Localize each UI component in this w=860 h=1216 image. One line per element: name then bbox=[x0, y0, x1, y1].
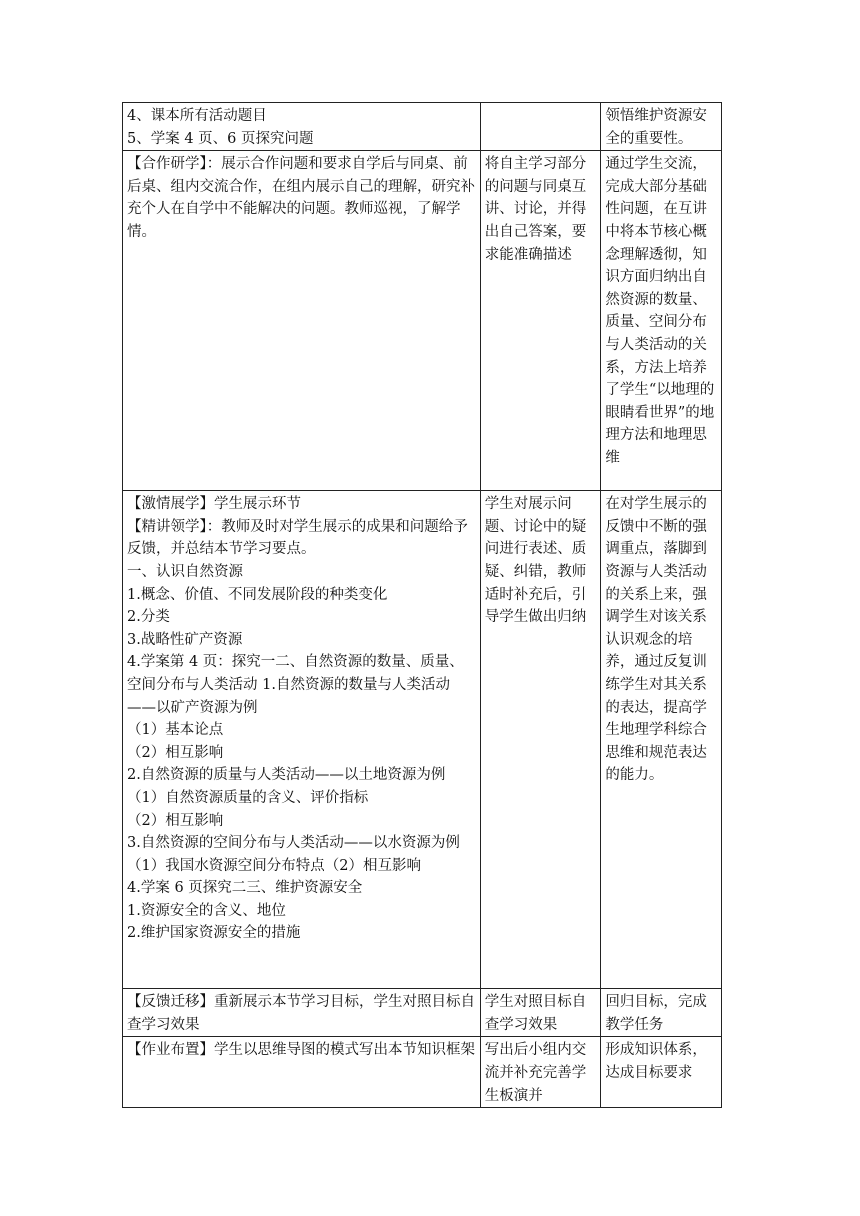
intent-text: 在对学生展示的反馈中不断的强调重点，落脚到资源与人类活动的关系上来，强调学生对该关系认识观念的培养，通过反复训练学生对其关系的表达，提高学生地理学科综合思维和规范表达的能力。 bbox=[605, 496, 707, 784]
student-text: 学生对照目标自查学习效果 bbox=[484, 994, 587, 1033]
intent-cell bbox=[601, 1037, 722, 1108]
student-cell bbox=[480, 151, 601, 491]
activity-line: 2.自然资源的质量与人类活动——以土地资源为例 bbox=[127, 767, 446, 784]
activity-line: （1）自然资源质量的含义、评价指标 bbox=[127, 789, 369, 806]
student-text: 学生对展示问题、讨论中的疑问进行表述、质疑、纠错，教师适时补充后，引导学生做出归纳 bbox=[484, 496, 587, 626]
intent-cell bbox=[601, 103, 722, 151]
activity-cell bbox=[123, 989, 481, 1037]
activity-line: （1）基本论点 bbox=[127, 722, 224, 739]
intent-cell bbox=[601, 491, 722, 989]
activity-line: 4、课本所有活动题目 bbox=[127, 108, 267, 124]
activity-line: 【激情展学】学生展示环节 bbox=[127, 496, 301, 513]
student-cell bbox=[480, 989, 601, 1037]
lesson-plan-table bbox=[122, 102, 722, 1108]
student-cell bbox=[480, 491, 601, 989]
activity-cell bbox=[123, 151, 481, 491]
intent-cell bbox=[601, 151, 722, 491]
activity-line: 4.学案 6 页探究二三、维护资源安全 bbox=[127, 880, 363, 897]
student-cell bbox=[480, 103, 601, 151]
student-cell bbox=[480, 1037, 601, 1108]
intent-text: 回归目标，完成教学任务 bbox=[605, 994, 707, 1033]
activity-line: 【合作研学】：展示合作问题和要求自学后与同桌、前后桌、组内交流合作，在组内展示自己的理解，研究补充个人在自学中不能解决的问题。教师巡视，了解学情。 bbox=[127, 156, 475, 240]
activity-line: 【作业布置】学生以思维导图的模式写出本节知识框架 bbox=[127, 1042, 475, 1059]
activity-line: 4.学案第 4 页：探究一二、自然资源的数量、质量、空间分布与人类活动 1.自然资源的数量与人类活动——以矿产资源为例 bbox=[127, 654, 464, 716]
activity-line: 2.分类 bbox=[127, 609, 170, 626]
activity-line: 【精讲领学】：教师及时对学生展示的成果和问题给予反馈，并总结本节学习要点。 bbox=[127, 518, 468, 558]
activity-line: 【反馈迁移】重新展示本节学习目标，学生对照目标自查学习效果 bbox=[127, 994, 475, 1033]
table-row bbox=[123, 151, 722, 491]
activity-line: 1.资源安全的含义、地位 bbox=[127, 902, 286, 919]
intent-cell bbox=[601, 989, 722, 1037]
activity-line: 一、认识自然资源 bbox=[127, 563, 243, 580]
intent-text: 领悟维护资源安全的重要性。 bbox=[605, 108, 707, 147]
activity-line: 2.维护国家资源安全的措施 bbox=[127, 925, 301, 942]
table-row bbox=[123, 491, 722, 989]
activity-line: 3.自然资源的空间分布与人类活动——以水资源为例（1）我国水资源空间分布特点（2）相互影响 bbox=[127, 835, 460, 874]
table-row bbox=[123, 1037, 722, 1108]
intent-text: 通过学生交流，完成大部分基础性问题，在互讲中将本节核心概念理解透彻，知识方面归纳出自然资源的数量、质量、空间分布与人类活动的关系，方法上培养了学生“以地理的眼睛看世界”的地理方法和地理思维 bbox=[605, 156, 715, 466]
table-row bbox=[123, 103, 722, 151]
activity-line: （2）相互影响 bbox=[127, 744, 224, 761]
activity-cell bbox=[123, 103, 481, 151]
student-text: 将自主学习部分的问题与同桌互讲、讨论，并得出自己答案，要求能准确描述 bbox=[484, 156, 587, 263]
activity-line: 5、学案 4 页、6 页探究问题 bbox=[127, 130, 314, 147]
activity-line: （2）相互影响 bbox=[127, 812, 224, 829]
activity-cell bbox=[123, 491, 481, 989]
activity-cell bbox=[123, 1037, 481, 1108]
student-text: 写出后小组内交流并补充完善学生板演并 bbox=[484, 1042, 587, 1104]
activity-line: 3.战略性矿产资源 bbox=[127, 631, 243, 648]
intent-text: 形成知识体系，达成目标要求 bbox=[605, 1042, 707, 1081]
table-row bbox=[123, 989, 722, 1037]
activity-line: 1.概念、价值、不同发展阶段的种类变化 bbox=[127, 586, 388, 603]
